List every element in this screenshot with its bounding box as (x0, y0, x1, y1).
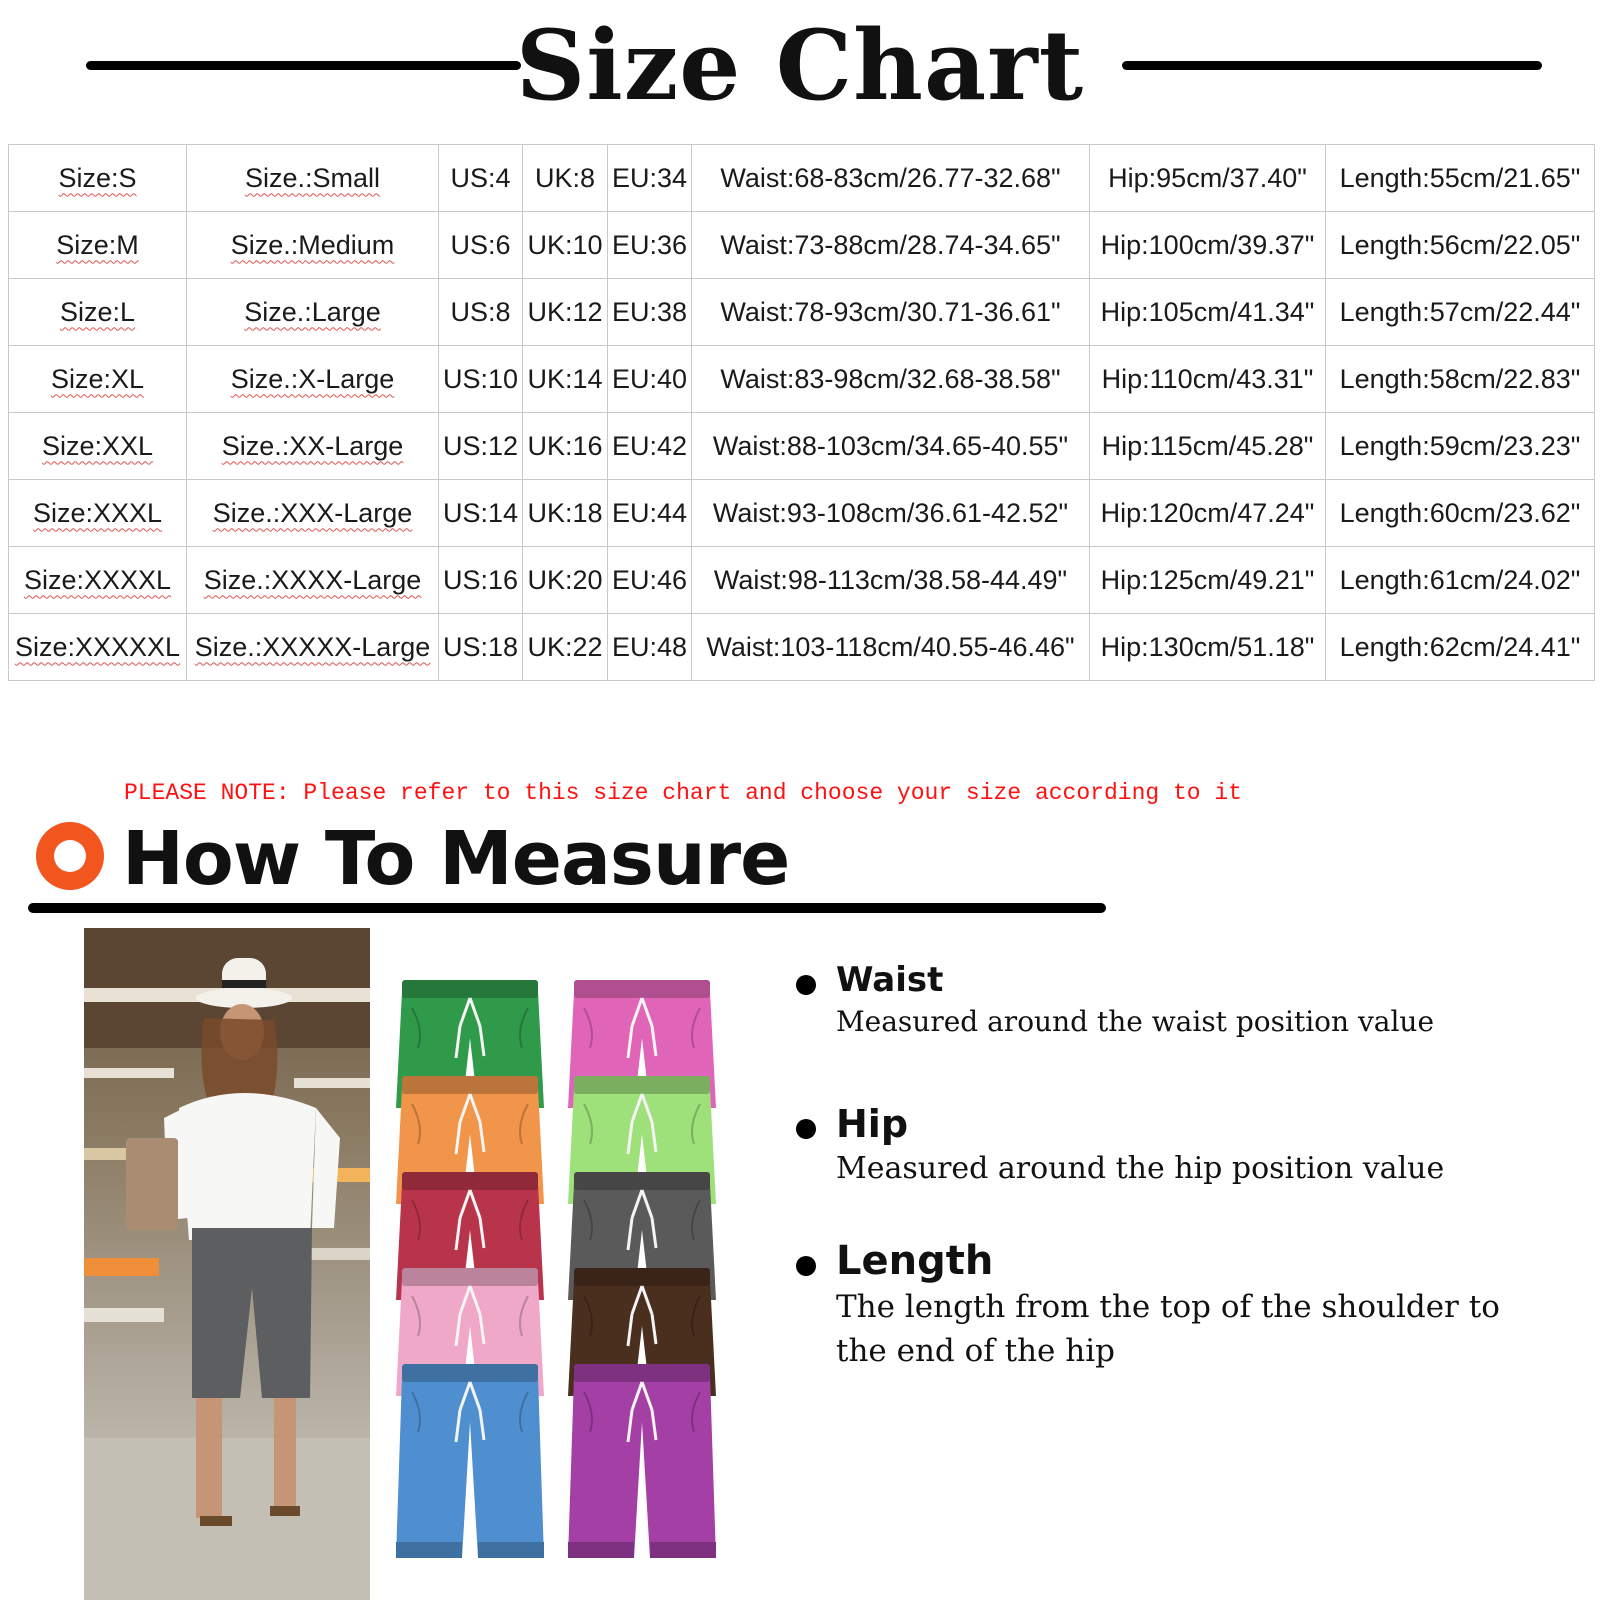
measure-label: Hip (836, 1102, 909, 1146)
cell-waist: Waist:68-83cm/26.77-32.68" (692, 145, 1090, 212)
cell-hip: Hip:105cm/41.34" (1090, 279, 1326, 346)
table-row (9, 212, 1595, 279)
cell-size-code: Size:XXXL (9, 480, 187, 547)
cell-length: Length:60cm/23.62" (1326, 480, 1595, 547)
cell-hip: Hip:110cm/43.31" (1090, 346, 1326, 413)
cell-length: Length:58cm/22.83" (1326, 346, 1595, 413)
cell-hip: Hip:120cm/47.24" (1090, 480, 1326, 547)
cell-uk-size: UK:16 (523, 413, 608, 480)
table-row (9, 480, 1595, 547)
cell-uk-size: UK:20 (523, 547, 608, 614)
cell-us-size: US:18 (439, 614, 523, 681)
cell-size-code: Size:XXXXL (9, 547, 187, 614)
title-rule-right (1122, 61, 1542, 70)
table-row (9, 547, 1595, 614)
cell-size-code: Size:XXL (9, 413, 187, 480)
cell-size-name: Size.:X-Large (187, 346, 439, 413)
cell-length: Length:55cm/21.65" (1326, 145, 1595, 212)
cell-us-size: US:6 (439, 212, 523, 279)
cell-waist: Waist:88-103cm/34.65-40.55" (692, 413, 1090, 480)
bullet-dot-icon (796, 1256, 816, 1276)
how-to-measure-rule (28, 903, 1106, 913)
cell-eu-size: EU:44 (608, 480, 692, 547)
cell-size-name: Size.:XXX-Large (187, 480, 439, 547)
measure-description: the end of the hip (836, 1333, 1115, 1369)
size-table-body (9, 145, 1595, 681)
cell-us-size: US:16 (439, 547, 523, 614)
cell-length: Length:57cm/22.44" (1326, 279, 1595, 346)
page-title: Size Chart (515, 9, 1085, 122)
measure-label: Waist (836, 960, 944, 1000)
bullet-dot-icon (796, 975, 816, 995)
cell-us-size: US:10 (439, 346, 523, 413)
cell-eu-size: EU:42 (608, 413, 692, 480)
ring-icon (36, 822, 104, 890)
cell-size-code: Size:XXXXXL (9, 614, 187, 681)
cell-uk-size: UK:10 (523, 212, 608, 279)
table-row (9, 279, 1595, 346)
cell-waist: Waist:98-113cm/38.58-44.49" (692, 547, 1090, 614)
size-table (8, 144, 1595, 681)
measure-description: Measured around the waist position value (836, 1005, 1435, 1038)
cell-uk-size: UK:8 (523, 145, 608, 212)
cell-eu-size: EU:40 (608, 346, 692, 413)
cell-hip: Hip:125cm/49.21" (1090, 547, 1326, 614)
cell-hip: Hip:100cm/39.37" (1090, 212, 1326, 279)
cell-uk-size: UK:12 (523, 279, 608, 346)
model-photo (84, 928, 370, 1600)
measure-description: Measured around the hip position value (836, 1151, 1445, 1186)
cell-waist: Waist:78-93cm/30.71-36.61" (692, 279, 1090, 346)
cell-size-code: Size:L (9, 279, 187, 346)
cell-hip: Hip:130cm/51.18" (1090, 614, 1326, 681)
table-row (9, 413, 1595, 480)
cell-waist: Waist:83-98cm/32.68-38.58" (692, 346, 1090, 413)
cell-size-code: Size:S (9, 145, 187, 212)
cell-length: Length:56cm/22.05" (1326, 212, 1595, 279)
cell-size-name: Size.:Small (187, 145, 439, 212)
cell-length: Length:59cm/23.23" (1326, 413, 1595, 480)
cell-uk-size: UK:14 (523, 346, 608, 413)
cell-size-name: Size.:XX-Large (187, 413, 439, 480)
cell-size-name: Size.:XXXX-Large (187, 547, 439, 614)
cell-waist: Waist:73-88cm/28.74-34.65" (692, 212, 1090, 279)
cell-size-name: Size.:XXXXX-Large (187, 614, 439, 681)
cell-uk-size: UK:18 (523, 480, 608, 547)
cell-waist: Waist:93-108cm/36.61-42.52" (692, 480, 1090, 547)
cell-us-size: US:14 (439, 480, 523, 547)
please-note: PLEASE NOTE: Please refer to this size chart and choose your size according to it (124, 780, 1242, 806)
cell-size-name: Size.:Large (187, 279, 439, 346)
cell-us-size: US:8 (439, 279, 523, 346)
cell-size-code: Size:M (9, 212, 187, 279)
cell-us-size: US:4 (439, 145, 523, 212)
table-row (9, 346, 1595, 413)
measure-description: The length from the top of the shoulder to (836, 1289, 1500, 1325)
cell-eu-size: EU:38 (608, 279, 692, 346)
bullet-dot-icon (796, 1119, 816, 1139)
cell-hip: Hip:95cm/37.40" (1090, 145, 1326, 212)
cell-length: Length:62cm/24.41" (1326, 614, 1595, 681)
shorts-swatch (566, 1362, 718, 1572)
cell-eu-size: EU:48 (608, 614, 692, 681)
cell-length: Length:61cm/24.02" (1326, 547, 1595, 614)
cell-eu-size: EU:34 (608, 145, 692, 212)
cell-uk-size: UK:22 (523, 614, 608, 681)
table-row (9, 614, 1595, 681)
cell-waist: Waist:103-118cm/40.55-46.46" (692, 614, 1090, 681)
table-row (9, 145, 1595, 212)
shorts-swatch (394, 1362, 546, 1572)
cell-hip: Hip:115cm/45.28" (1090, 413, 1326, 480)
cell-eu-size: EU:36 (608, 212, 692, 279)
how-to-measure-title: How To Measure (122, 816, 790, 902)
measure-label: Length (836, 1238, 994, 1284)
cell-size-name: Size.:Medium (187, 212, 439, 279)
cell-size-code: Size:XL (9, 346, 187, 413)
cell-eu-size: EU:46 (608, 547, 692, 614)
cell-us-size: US:12 (439, 413, 523, 480)
